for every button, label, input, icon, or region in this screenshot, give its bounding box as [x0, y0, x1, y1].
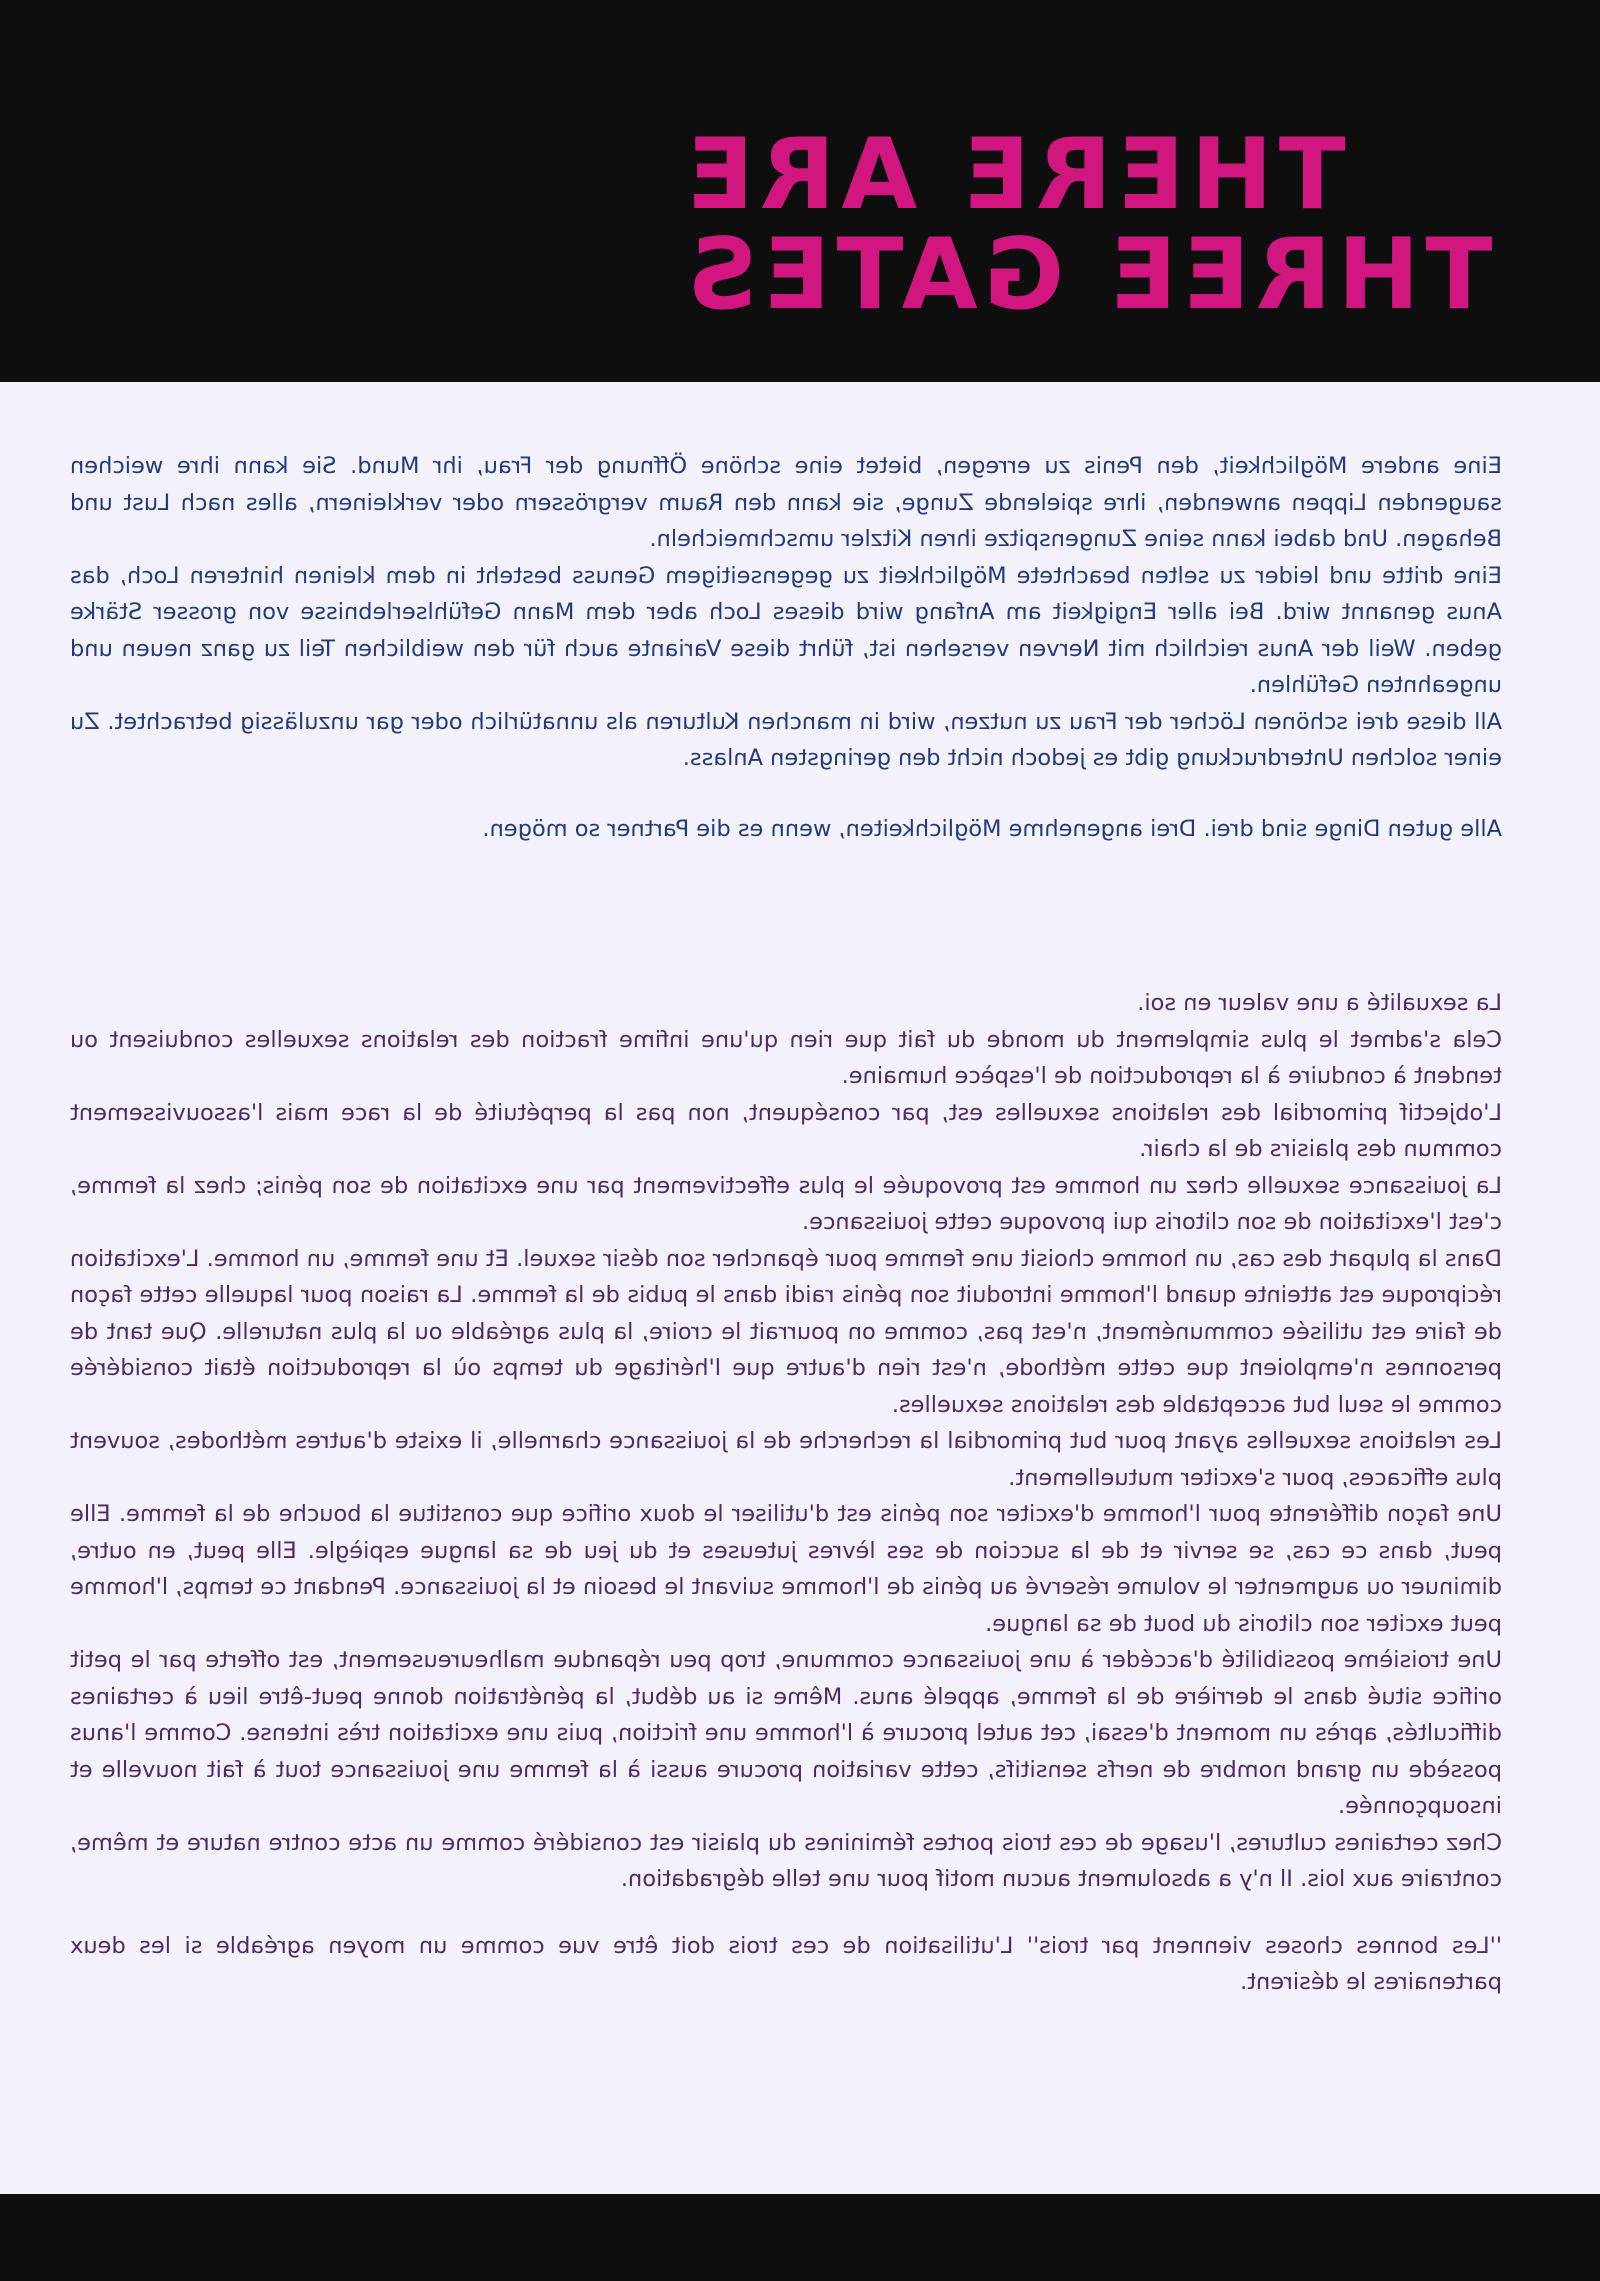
french-paragraph-8: Une troisième possibilité d'accéder à une jouissance commune, trop peu répandue malheureusement, est offerte par le petit orifice situé dans le derrière de la femme, appelé anus. Même si au début, la pénétration donne peut-être lieu à certaines difficultés, après un moment d'essai, cet autel procure à l'homme une friction, puis une excitation très intense. Comme l'anus possède un grand nombre de nerfs sensitifs, cette variation procure aussi à la femme une jouissance tout à fait nouvelle et insoupçonnée.: [70, 1647, 1502, 1819]
footer-band: [0, 2194, 1600, 2281]
page-title: [680, 118, 1492, 332]
french-paragraph-5: Dans la plupart des cas, un homme choisit une femme pour épancher son désir sexuel. Et une femme, un homme. L'excitation réciproque est atteinte quand l'homme introduit son pénis raidi dans le pubis de la femme. La raison pour laquelle cette façon de faire est utilisée communément, n'est pas, comme on pourrait le croire, la plus agréable ou la plus naturelle. Que tant de personnes n'emploient que cette méthode, n'est rien d'autre que l'héritage du temps où la reproduction était considérée comme le seul but acceptable des relations sexuelles.: [70, 1245, 1502, 1418]
header-band: [0, 0, 1600, 382]
german-paragraph-3: All diese drei schönen Löcher der Frau zu nutzen, wird in manchen Kulturen als unnatürlich oder gar unzulässig betrachtet. Zu einer solchen Unterdruckung gibt es jedoch nicht den geringsten Anlass.: [70, 708, 1502, 771]
french-quote: ''Les bonnes choses viennent par trois'' L'utilisation de ces trois doit être vue comme un moyen agréable si les deux partenaires le désirent.: [70, 1932, 1502, 1995]
german-paragraph-2: Eine dritte und leider zu selten beachtete Möglichkeit zu gegenseitigem Genuss besteht in dem kleinen hinteren Loch, das Anus genannt wird. Bei aller Engigkeit am Anfang wird dieses Loch aber dem Mann Gefühlserlebnisse von grosser Stärke geben. Weil der Anus reichlich mit Nerven versehen ist, führt diese Variante auch für den weiblichen Teil zu ganz neuen und ungeahnten Gefühlen.: [70, 562, 1502, 698]
title-line-2: THREE GATES: [680, 218, 1492, 332]
french-paragraph-6: Les relations sexuelles ayant pour but primordial la recherche de la jouissance charnelle, il existe d'autres méthodes, souvent plus efficaces, pour s'exciter mutuellement.: [70, 1428, 1502, 1491]
german-closing-line: Alle guten Dinge sind drei. Drei angenehme Möglichkeiten, wenn es die Partner so mögen.: [482, 815, 1502, 842]
french-paragraph-9: Chez certaines cultures, l'usage de ces trois portes féminines du plaisir est considéré comme un acte contre nature et même, contraire aux lois. Il n'y a absolument aucun motif pour une telle dégradation.: [70, 1829, 1502, 1892]
french-paragraph-2: Cela s'admet le plus simplement du monde du fait que rien qu'une infime fraction des relations sexuelles conduisent ou tendent à conduire à la reproduction de l'espèce humaine.: [70, 1026, 1502, 1089]
german-paragraph-1: Eine andere Möglichkeit, den Penis zu erregen, bietet eine schöne Öffnung der Frau, ihr Mund. Sie kann ihre weichen saugenden Lippen anwenden, ihre spielende Zunge, sie kann den Raum vergrössern oder verkleinern, alles nach Lust und Behagen. Und dabei kann seine Zungenspitze ihren Kitzler umschmeicheln.: [70, 453, 1502, 552]
title-line-1: THERE ARE: [680, 118, 1346, 232]
french-paragraph-1: La sexualité a une valeur en soi.: [1137, 990, 1502, 1016]
french-text-block: [70, 985, 1502, 2001]
french-paragraph-7: Une façon différente pour l'homme d'exciter son pénis est d'utiliser le doux orifice que constitue la bouche de la femme. Elle peut, dans ce cas, se servir et de la succion de ses lèvres juteuses et du jeu de sa langue espiègle. Elle peut, en outre, diminuer ou augmenter le volume réservé au pénis de l'homme suivant le besoin et la jouissance. Pendant ce temps, l'homme peut exciter son clitoris du bout de sa langue.: [70, 1501, 1502, 1637]
french-paragraph-4: La jouissance sexuelle chez un homme est provoquée le plus effectivement par une excitation de son pénis; chez la femme, c'est l'excitation de son clitoris qui provoque cette jouissance.: [70, 1172, 1502, 1235]
french-paragraph-3: L'objectif primordial des relations sexuelles est, par conséquent, non pas la perpétuité de la race mais l'assouvissement commun des plaisirs de la chair.: [70, 1099, 1502, 1162]
german-text-block: [70, 448, 1502, 847]
